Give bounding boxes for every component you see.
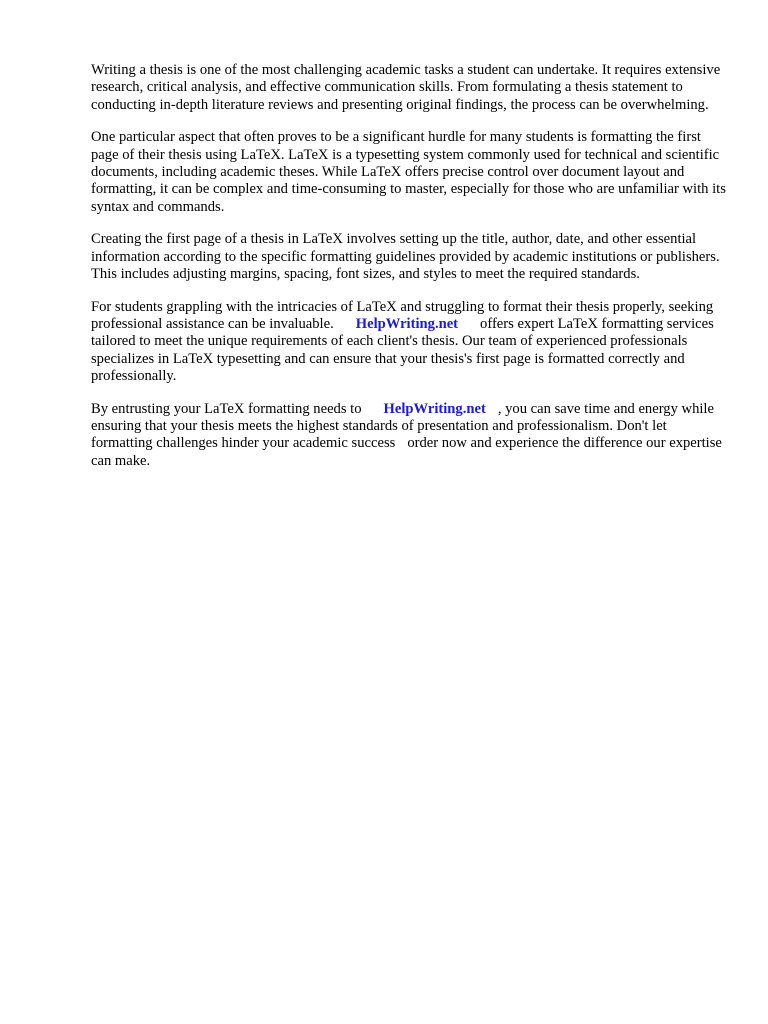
paragraph-intro: Writing a thesis is one of the most challenging academic tasks a student can undertake. It requires extensive research, critical analysis, and effective communication skills. From formulating a thesis statement to conducting in-depth literature reviews and presenting original findings, the process can be overwhelming. (91, 62, 721, 113)
paragraph-latex-hurdle: One particular aspect that often proves to be a significant hurdle for many students is formatting the first page of their thesis using LaTeX. LaTeX is a typesetting system commonly used for technical and scientific documents, including academic theses. While LaTeX offers precise control over document layout and formatting, it can be complex and time-consuming to master, especially for those who are unfamiliar with its syntax and commands. (91, 129, 726, 215)
paragraph-cta-text-middle: , you can save time and energy while ensuring that your thesis meets the highest standards of presentation and professionalism. Don't let formatting challenges hinder your academic success (91, 400, 714, 452)
paragraph-first-page: Creating the first page of a thesis in LaTeX involves setting up the title, author, date, and other essential information according to the specific formatting guidelines provided by academic institutions or publishers. This includes adjusting margins, spacing, font sizes, and styles to meet the required standards. (91, 231, 720, 282)
paragraph-assistance (91, 299, 731, 385)
paragraph-assistance-text-after: offers expert LaTeX formatting services tailored to meet the unique requirements of each client's thesis. Our team of experienced professionals specializes in LaTeX typesetting and can ensure that your thesis's first page is formatted correctly and professionally. (91, 316, 714, 384)
helpwriting-link-second[interactable]: HelpWriting.net (383, 400, 486, 417)
paragraph-cta-text-after: order now and experience the difference our expertise can make. (91, 435, 722, 469)
paragraph-call-to-action (91, 401, 731, 470)
document-body (91, 62, 731, 485)
helpwriting-link[interactable]: HelpWriting.net (355, 316, 459, 333)
paragraph-cta-text-before: By entrusting your LaTeX formatting needs to (91, 400, 362, 417)
paragraph-assistance-text-before: For students grappling with the intricacies of LaTeX and struggling to format their thesis properly, seeking professional assistance can be invaluable. (91, 298, 714, 333)
